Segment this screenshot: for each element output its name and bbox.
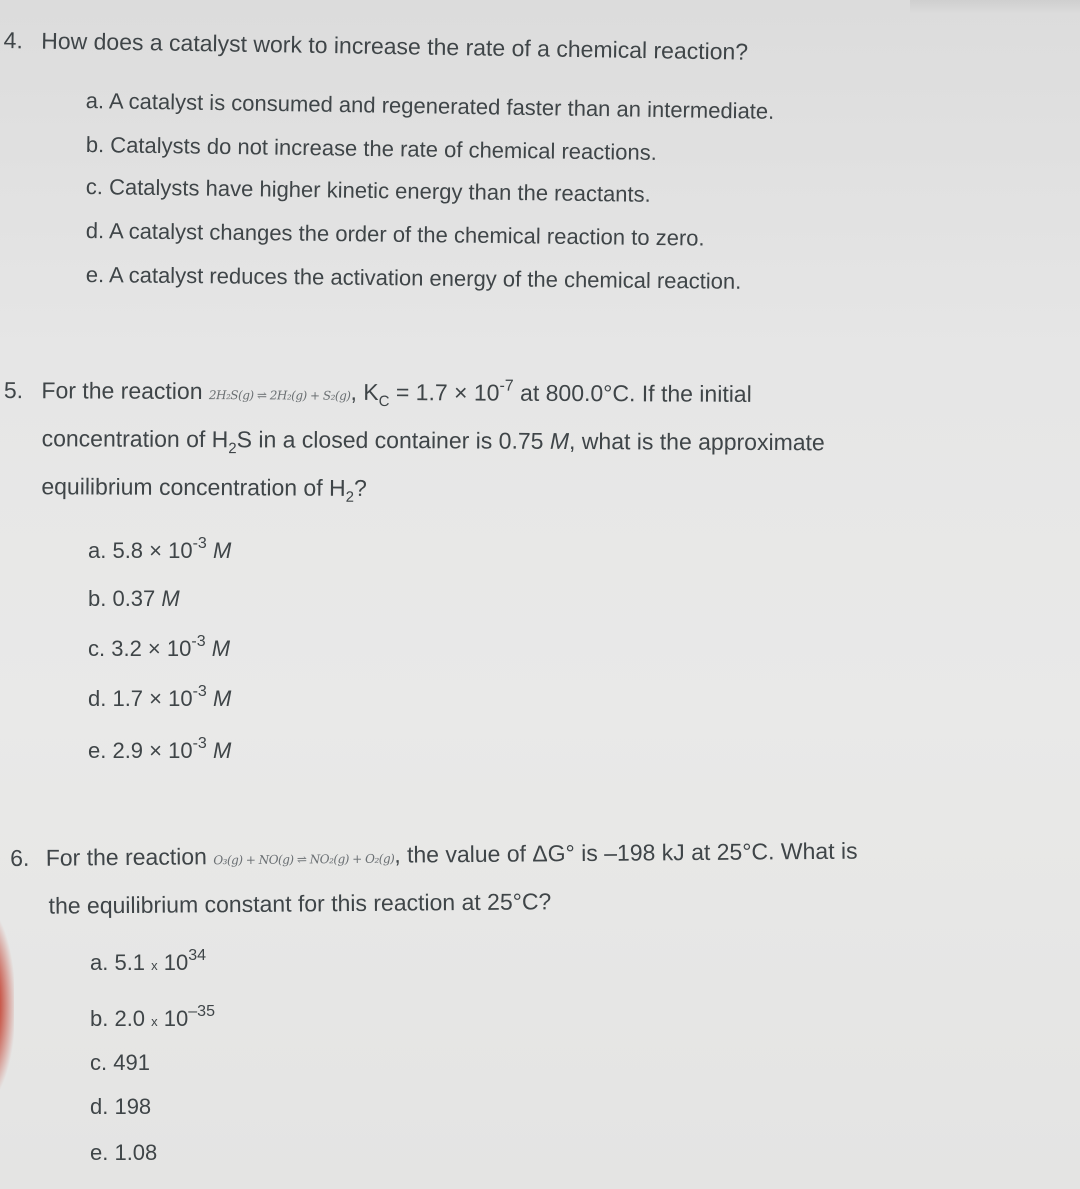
option-unit: M xyxy=(212,738,232,763)
reaction-equation: O₃(g) + NO(g) ⇌ NO₂(g) + O₂(g) xyxy=(213,851,395,868)
q5-option-d[interactable] xyxy=(88,683,232,712)
option-exponent: -3 xyxy=(191,633,206,650)
line-text: equilibrium concentration of H xyxy=(41,473,346,501)
subscript: 2 xyxy=(345,488,354,506)
question-number: 5. xyxy=(3,376,24,404)
q4-option-c[interactable]: c. Catalysts have higher kinetic energy than the reactants. xyxy=(85,174,651,207)
option-label: e. 2.9 × 10 xyxy=(88,738,193,763)
question-5 xyxy=(3,368,825,516)
option-unit: M xyxy=(211,636,231,661)
q6-option-a[interactable] xyxy=(90,947,207,976)
option-unit: M xyxy=(212,686,232,711)
question-text: For the reaction xyxy=(41,377,203,405)
q5-option-a[interactable] xyxy=(88,535,232,564)
q6-option-e[interactable]: e. 1.08 xyxy=(90,1140,158,1165)
option-exponent: –35 xyxy=(188,1003,215,1020)
option-exponent: -3 xyxy=(192,535,207,552)
question-4-title xyxy=(3,18,748,74)
kc-label: K xyxy=(363,378,379,405)
question-number: 6. xyxy=(10,844,30,871)
line-text: concentration of H xyxy=(41,425,229,453)
line-text: S in a closed container is 0.75 xyxy=(236,426,544,454)
q6-option-b[interactable] xyxy=(90,1003,215,1032)
kc-subscript: C xyxy=(378,392,390,411)
option-exponent: -3 xyxy=(192,683,207,700)
option-label: d. 1.7 × 10 xyxy=(88,686,193,711)
q5-option-e[interactable] xyxy=(88,735,232,764)
q6-option-d[interactable]: d. 198 xyxy=(90,1094,152,1119)
subscript: 2 xyxy=(228,440,237,458)
kc-exponent: -7 xyxy=(499,377,514,395)
option-label: b. 2.0 xyxy=(90,1006,146,1031)
q5-option-c[interactable] xyxy=(88,633,231,662)
question-5-line-2 xyxy=(3,416,824,468)
option-base: 10 xyxy=(163,950,189,975)
times-sign: x xyxy=(151,1014,158,1029)
kc-value: = 1.7 × 10 xyxy=(395,379,500,406)
q6-option-c[interactable]: c. 491 xyxy=(90,1050,150,1075)
kc-rest: at 800.0°C. If the initial xyxy=(520,379,752,407)
option-base: 10 xyxy=(163,1006,189,1031)
question-text: How does a catalyst work to increase the rate of a chemical reaction? xyxy=(41,27,749,65)
line-text: ? xyxy=(353,474,367,501)
option-exponent: -3 xyxy=(192,735,207,752)
question-text-rest: , the value of ΔG° is –198 kJ at 25°C. What is xyxy=(394,837,858,868)
option-unit: M xyxy=(161,586,180,611)
option-label: c. 3.2 × 10 xyxy=(88,636,192,661)
q4-option-a[interactable]: a. A catalyst is consumed and regenerated faster than an intermediate. xyxy=(85,88,775,124)
question-6 xyxy=(10,829,858,928)
option-label: a. 5.1 xyxy=(90,950,146,975)
question-4 xyxy=(3,18,748,74)
reaction-equation: 2H₂S(g) ⇌ 2H₂(g) + S₂(g) xyxy=(208,388,351,403)
question-5-line-1: 5. For the reaction 2H₂S(g) ⇌ 2H₂(g) + S₂(g), $K_C = 1.7 \times 10^{-7}$ at 800.0°C. If the initial xyxy=(3,376,752,411)
line-text: , what is the approximate xyxy=(568,427,825,456)
q4-option-b[interactable]: b. Catalysts do not increase the rate of chemical reactions. xyxy=(85,132,658,165)
times-sign: x xyxy=(151,958,158,973)
question-text: For the reaction xyxy=(45,843,207,871)
option-unit: M xyxy=(212,538,232,563)
option-exponent: 34 xyxy=(188,947,207,964)
q5-option-b[interactable] xyxy=(88,586,180,612)
question-5-line-3 xyxy=(3,464,824,516)
option-label: b. 0.37 xyxy=(88,586,156,611)
question-number: 4. xyxy=(3,26,24,54)
molarity-unit: M xyxy=(549,427,570,454)
question-6-line-2: the equilibrium constant for this reaction at 25°C? xyxy=(48,888,552,919)
q4-option-e[interactable]: e. A catalyst reduces the activation energy of the chemical reaction. xyxy=(85,262,742,294)
question-6-line-1 xyxy=(10,829,858,884)
page-edge-shadow xyxy=(910,0,1080,14)
q4-option-d[interactable]: d. A catalyst changes the order of the chemical reaction to zero. xyxy=(85,218,705,251)
red-object-edge xyxy=(0,910,14,1100)
option-label: a. 5.8 × 10 xyxy=(88,538,193,563)
